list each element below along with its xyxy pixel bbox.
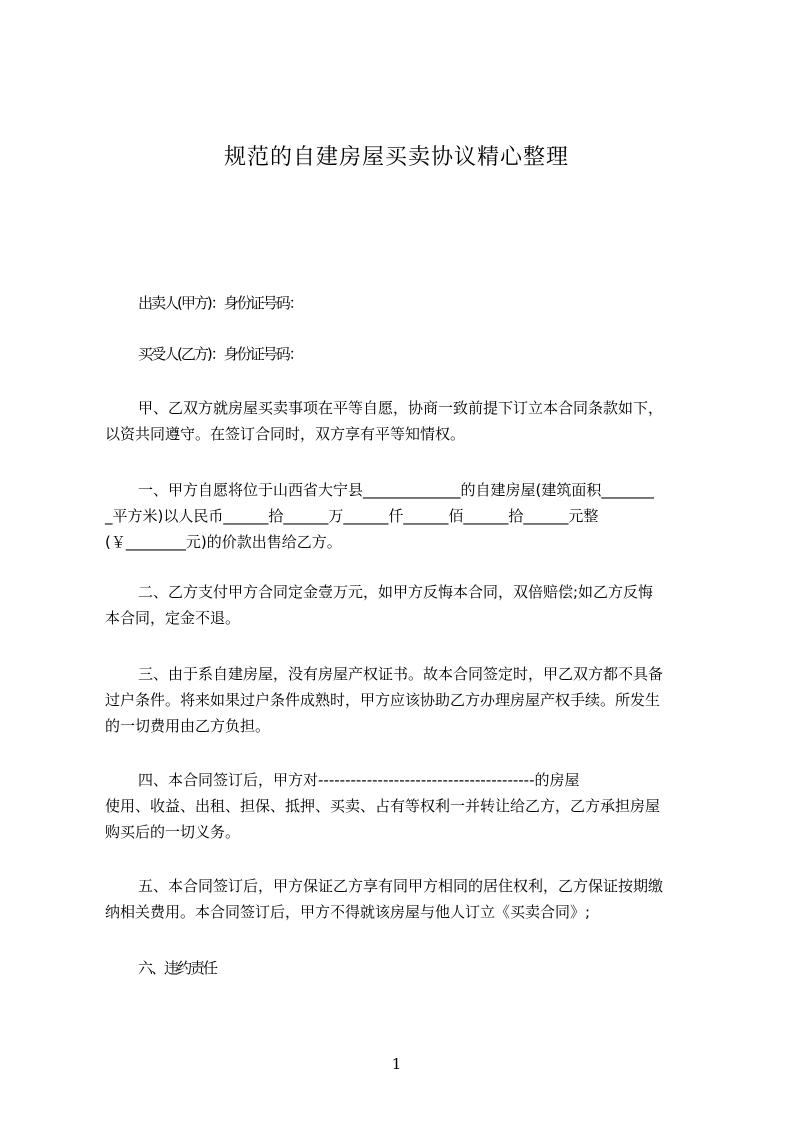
paragraph-line: 过户条件。将来如果过户条件成熟时，甲方应该协助乙方办理房屋产权手续。所发生	[105, 691, 661, 709]
paragraph-line: 四、本合同签订后，甲方对----------------------------------------的房屋	[138, 771, 580, 789]
paragraph-line: 购买后的一切义务。	[105, 823, 241, 841]
document-title: 规范的自建房屋买卖协议精心整理	[223, 145, 569, 170]
paragraph-line: 本合同，定金不退。	[105, 609, 241, 627]
clause-2	[105, 579, 701, 631]
paragraph-line: 二、乙方支付甲方合同定金壹万元，如甲方反悔本合同，双倍赔偿;如乙方反悔	[138, 583, 654, 601]
clause-4	[105, 767, 701, 845]
paragraph-line: 纳相关费用。本合同签订后，甲方不得就该房屋与他人订立《买卖合同》;	[105, 903, 591, 921]
paragraph-line: 使用、收益、出租、担保、抵押、买卖、占有等权利一并转让给乙方，乙方承担房屋	[105, 797, 661, 815]
seller-line: 出卖人(甲方)：身份证号码：	[138, 294, 302, 312]
paragraph-line: 甲、乙双方就房屋买卖事项在平等自愿，协商一致前提下订立本合同条款如下，	[138, 399, 664, 417]
paragraph-line: 一、甲方自愿将位于山西省大宁县_____________的自建房屋(建筑面积_______	[138, 481, 654, 499]
clause-3	[105, 661, 701, 739]
page-number: 1	[391, 1055, 402, 1073]
intro-paragraph	[105, 395, 701, 447]
clause-1	[105, 477, 701, 555]
clause-6-heading: 六、违约责任	[138, 959, 217, 977]
paragraph-line: (￥________元)的价款出售给乙方。	[105, 533, 342, 551]
buyer-line: 买受人(乙方)：身份证号码：	[138, 345, 302, 363]
paragraph-line: 三、由于系自建房屋，没有房屋产权证书。故本合同签定时，甲乙双方都不具备	[138, 665, 664, 683]
paragraph-line: _平方米)以人民币______拾______万______仟______佰______拾______元整	[105, 507, 599, 525]
paragraph-line: 以资共同遵守。在签订合同时，双方享有平等知情权。	[105, 425, 466, 443]
paragraph-line: 的一切费用由乙方负担。	[105, 717, 271, 735]
clause-5	[105, 873, 701, 925]
paragraph-line: 五、本合同签订后，甲方保证乙方享有同甲方相同的居住权利，乙方保证按期缴	[138, 877, 664, 895]
